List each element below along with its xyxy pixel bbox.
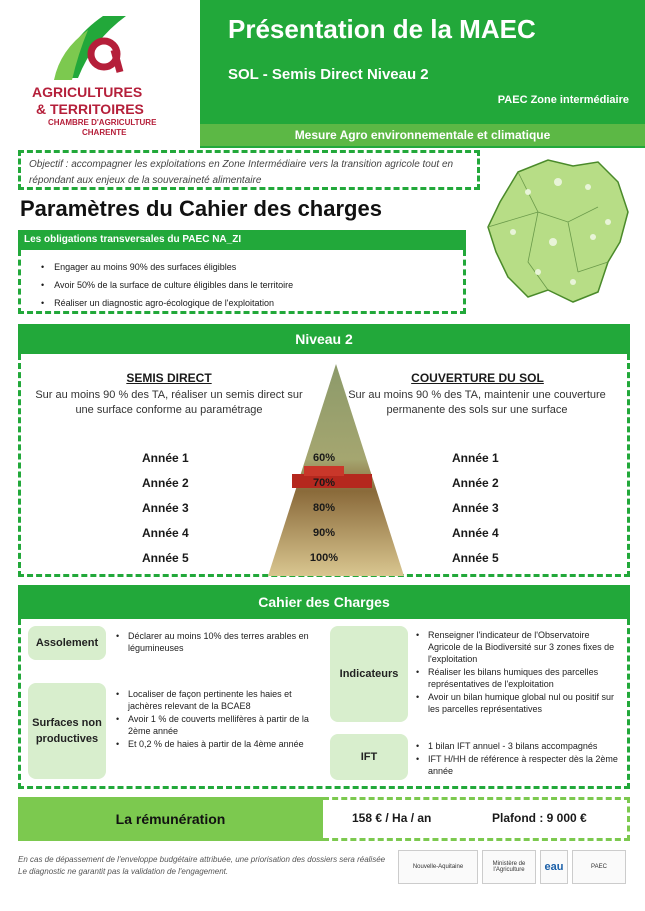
obligation-item: • Engager au moins 90% des surfaces éligibles <box>41 258 463 276</box>
niveau-title-bar <box>18 324 630 354</box>
indicateurs-list <box>414 629 624 716</box>
objective-box <box>18 150 480 190</box>
obligation-item: • Avoir 50% de la surface de culture éligibles dans le territoire <box>41 276 463 294</box>
surfaces-item: • Et 0,2 % de haies à partir de la 4ème année <box>114 738 314 750</box>
year-left: Année 4 <box>142 526 189 540</box>
ift-item: • IFT H/HH de référence à respecter dès la 2ème année <box>414 753 624 777</box>
pct-value: 100% <box>309 552 339 564</box>
couverture-title: COUVERTURE DU SOL <box>411 371 544 385</box>
params-title: Paramètres du Cahier des charges <box>20 196 382 221</box>
remuneration-label-box <box>18 797 323 841</box>
year-right: Année 2 <box>452 476 499 490</box>
logo-nouvelle-aquitaine: Nouvelle-Aquitaine <box>398 850 478 884</box>
year-left: Année 1 <box>142 451 189 465</box>
logo-line4: CHARENTE <box>82 128 127 137</box>
year-right: Année 5 <box>452 551 499 565</box>
logo-line1: AGRICULTURES <box>32 84 143 100</box>
surfaces-item: • Localiser de façon pertinente les haies et jachères relevant de la BCAE8 <box>114 688 314 712</box>
pct-value: 80% <box>312 502 336 514</box>
year-right: Année 1 <box>452 451 499 465</box>
objective-text: Objectif : accompagner les exploitations en Zone Intermédiaire vers la transition agricole tout en répondant aux enjeux de la souveraineté alimentaire <box>29 159 454 186</box>
semis-direct-text: Sur au moins 90 % des TA, réaliser un semis direct sur une surface conforme au paramétrage <box>35 389 303 416</box>
logo-eau: eau <box>540 850 568 884</box>
year-left: Année 3 <box>142 501 189 515</box>
cahier-title-bar <box>18 585 630 619</box>
year-right: Année 3 <box>452 501 499 515</box>
region-map-icon <box>478 152 638 307</box>
indicateurs-label: Indicateurs <box>330 626 408 722</box>
remuneration-label: La rémunération <box>115 811 226 827</box>
ift-list <box>414 740 624 778</box>
indicateurs-item: • Avoir un bilan humique global nul ou positif sur les parcelles représentatives <box>414 691 624 715</box>
footer-text: En cas de dépassement de l'enveloppe budgétaire attribuée, une priorisation des dossiers sera réalisée Le diagnostic ne garantit pas la validation de l'engagement. <box>18 855 386 876</box>
header-band-text: Mesure Agro environnementale et climatique <box>294 128 551 142</box>
year-left: Année 2 <box>142 476 189 490</box>
pct-value: 70% <box>312 477 336 489</box>
indicateurs-item: • Renseigner l'indicateur de l'Observatoire Agricole de la Biodiversité sur 3 zones fixes de l'exploitation <box>414 629 624 665</box>
remuneration-rate: 158 € / Ha / an <box>352 811 432 825</box>
logo-line2: & TERRITOIRES <box>36 101 144 117</box>
obligation-item: • Réaliser un diagnostic agro-écologique de l'exploitation <box>41 294 463 312</box>
ift-item: • 1 bilan IFT annuel - 3 bilans accompagnés <box>414 740 624 752</box>
header-band <box>200 124 645 146</box>
zone-label: PAEC Zone intermédiaire <box>497 94 629 106</box>
niveau-title: Niveau 2 <box>295 331 353 347</box>
pct-value: 60% <box>312 452 336 464</box>
logo-ministere: Ministère de l'Agriculture <box>482 850 536 884</box>
ift-label: IFT <box>330 734 408 780</box>
page-title: Présentation de la MAEC <box>228 14 536 44</box>
year-right: Année 4 <box>452 526 499 540</box>
semis-direct-title: SEMIS DIRECT <box>126 371 212 385</box>
obligations-title: Les obligations transversales du PAEC NA_ZI <box>18 230 466 250</box>
indicateurs-item: • Réaliser les bilans humiques des parcelles représentatives de l'exploitation <box>414 666 624 690</box>
surfaces-list <box>114 688 314 751</box>
assolement-item: • Déclarer au moins 10% des terres arables en légumineuses <box>114 630 314 654</box>
logo-paec: PAEC <box>572 850 626 884</box>
logo-emblem-icon <box>48 10 128 82</box>
assolement-label: Assolement <box>28 626 106 660</box>
year-left: Année 5 <box>142 551 189 565</box>
surfaces-item: • Avoir 1 % de couverts mellifères à partir de la 2ème année <box>114 713 314 737</box>
surfaces-label: Surfaces non productives <box>28 683 106 779</box>
assolement-list <box>114 630 314 655</box>
cahier-title: Cahier des Charges <box>258 594 390 610</box>
logo <box>28 10 188 140</box>
pct-value: 90% <box>312 527 336 539</box>
remuneration-ceiling: Plafond : 9 000 € <box>492 811 587 825</box>
page-subtitle: SOL - Semis Direct Niveau 2 <box>228 66 429 83</box>
obligations-box <box>18 250 466 314</box>
couverture-text: Sur au moins 90 % des TA, maintenir une couverture permanente des sols sur une surface <box>348 389 606 416</box>
logo-line3: CHAMBRE D'AGRICULTURE <box>48 118 157 127</box>
